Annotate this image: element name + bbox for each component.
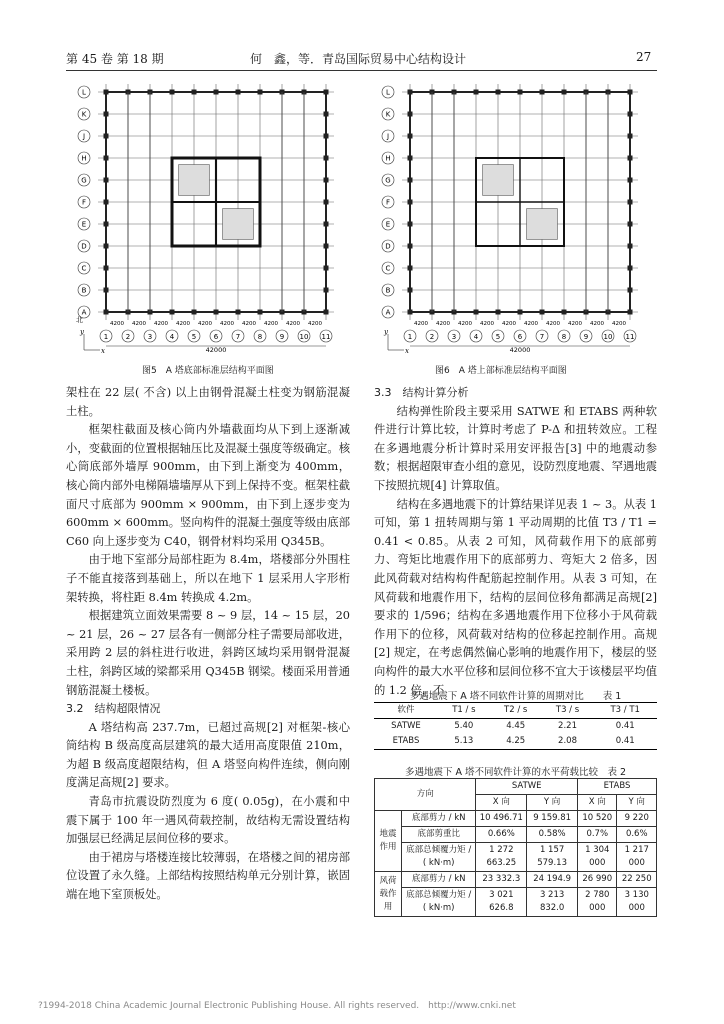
dimension-total: 42000 xyxy=(205,346,227,354)
frame-column xyxy=(408,112,413,117)
x-axis-label: x xyxy=(405,347,409,355)
frame-column xyxy=(408,222,413,227)
dimension-label: 4200 xyxy=(414,321,428,327)
left-column xyxy=(66,384,350,905)
table-row xyxy=(375,872,657,888)
frame-column xyxy=(628,310,633,315)
frame-column xyxy=(628,200,633,205)
grid-letter: A xyxy=(385,308,391,317)
grid-number: 6 xyxy=(517,333,523,341)
frame-column xyxy=(628,266,633,271)
frame-column xyxy=(408,288,413,293)
frame-column xyxy=(408,310,413,315)
frame-column xyxy=(628,222,633,227)
dimension-label: 4200 xyxy=(524,321,538,327)
frame-column xyxy=(562,310,567,315)
grid-letter: E xyxy=(385,220,391,229)
table-row xyxy=(374,734,657,750)
grid-number: 9 xyxy=(583,333,589,341)
grid-letter: L xyxy=(386,88,390,97)
frame-column xyxy=(214,310,219,315)
frame-column xyxy=(104,90,109,95)
frame-column xyxy=(540,310,545,315)
grid-letter: G xyxy=(385,176,391,185)
grid-letter: B xyxy=(385,286,391,295)
table-1 xyxy=(374,702,657,750)
table-cell: 1 217 000 xyxy=(617,843,657,872)
frame-column xyxy=(104,310,109,315)
frame-column xyxy=(324,222,329,227)
table-row xyxy=(375,827,657,843)
header-rule xyxy=(66,70,657,71)
table-cell: 10 520 xyxy=(578,811,617,827)
dimension-label: 4200 xyxy=(546,321,560,327)
stair-shaft xyxy=(223,209,254,240)
paragraph: 青岛市抗震设防烈度为 6 度( 0.05g)，在小震和中震下属于 100 年一遇风荷载控制，故结构无需设置结构加强层已经满足层间位移的要求。 xyxy=(66,795,350,846)
table-cell: 1 272 663.25 xyxy=(476,843,527,872)
table-cell: 0.7% xyxy=(578,827,617,843)
frame-column xyxy=(104,178,109,183)
grid-letter: L xyxy=(82,88,86,97)
table-cell: 5.13 xyxy=(454,736,474,746)
table-cell: 9 220 xyxy=(617,811,657,827)
frame-column xyxy=(236,310,241,315)
table-group-label: 风荷载作用 xyxy=(375,872,402,917)
table-1-block xyxy=(374,686,657,750)
figure-6-plan xyxy=(372,82,657,357)
paragraph: 架柱在 22 层( 不含) 以上由钢骨混凝土柱变为钢筋混凝土柱。 xyxy=(66,386,350,418)
grid-letter: F xyxy=(385,198,391,207)
stair-shaft xyxy=(527,209,558,240)
elevator-shaft xyxy=(483,165,514,196)
x-axis-label: x xyxy=(101,347,105,355)
frame-column xyxy=(104,222,109,227)
frame-column xyxy=(236,90,241,95)
paragraph: 根据建筑立面效果需要 8 ~ 9 层，14 ~ 15 层，20 ~ 21 层，26 ~ 27 层各有一侧部分柱子需要局部收进，采用跨 2 层的斜柱进行收进，斜跨区域均采用钢骨混凝土柱，斜跨区域的梁都采用 Q345B 钢梁。楼面采用普通钢筋混凝土楼板。 xyxy=(66,609,350,697)
grid-number: 8 xyxy=(257,333,263,341)
frame-column xyxy=(104,266,109,271)
frame-column xyxy=(324,178,329,183)
frame-column xyxy=(258,310,263,315)
dimension-label: 4200 xyxy=(502,321,516,327)
dimension-label: 4200 xyxy=(198,321,212,327)
frame-column xyxy=(474,90,479,95)
frame-column xyxy=(408,178,413,183)
dimension-label: 4200 xyxy=(436,321,450,327)
frame-column xyxy=(496,310,501,315)
figure-5-plan xyxy=(66,82,356,357)
frame-column xyxy=(324,288,329,293)
dimension-label: 4200 xyxy=(458,321,472,327)
grid-number: 10 xyxy=(299,333,309,341)
frame-column xyxy=(408,90,413,95)
grid-letter: K xyxy=(385,110,391,119)
paragraph: 由于地下室部分局部柱距为 8.4m，塔楼部分外围柱子不能直接落到基础上，所以在地下 1 层采用人字形桁架转换，将柱距 8.4m 转换成 4.2m。 xyxy=(66,553,350,604)
grid-letter: H xyxy=(385,154,391,163)
table-cell: 3 213 832.0 xyxy=(527,888,578,917)
dimension-label: 4200 xyxy=(132,321,146,327)
table-cell: 2 780 000 xyxy=(578,888,617,917)
grid-number: 3 xyxy=(147,333,153,341)
frame-column xyxy=(474,310,479,315)
table-cell: 4.25 xyxy=(506,736,526,746)
table-cell: 23 332.3 xyxy=(476,872,527,888)
grid-letter: D xyxy=(81,242,87,251)
table-header: T3 / s xyxy=(542,703,594,719)
table-cell: 1 304 000 xyxy=(578,843,617,872)
table-cell: 22 250 xyxy=(617,872,657,888)
paragraph: 结构弹性阶段主要采用 SATWE 和 ETABS 两种软件进行计算比较，计算时考虑了 P-Δ 和扭转效应。工程在多遇地震分析计算时采用安评报告[3] 中的地震动参数；根据超限审查小组的意见，设防烈度地震、罕遇地震下按照抗规[4] 计算取值。 xyxy=(374,404,657,492)
table-cell: 底部剪力 / kN xyxy=(402,811,476,827)
frame-column xyxy=(562,90,567,95)
figure-5 xyxy=(66,82,356,357)
grid-letter: H xyxy=(81,154,87,163)
grid-number: 4 xyxy=(169,333,175,341)
dimension-label: 4200 xyxy=(220,321,234,327)
frame-column xyxy=(408,200,413,205)
frame-column xyxy=(518,310,523,315)
frame-column xyxy=(324,134,329,139)
grid-letter: A xyxy=(81,308,87,317)
dimension-label: 4200 xyxy=(176,321,190,327)
north-label: 北 xyxy=(76,316,83,324)
figure-5-caption: 图5 A 塔底部标准层结构平面图 xyxy=(142,366,274,376)
frame-column xyxy=(324,310,329,315)
table-row xyxy=(374,719,657,735)
grid-letter: J xyxy=(386,132,390,141)
frame-column xyxy=(214,90,219,95)
table-cell: 5.40 xyxy=(454,721,474,731)
dimension-label: 4200 xyxy=(308,321,322,327)
table-header: Y 向 xyxy=(527,795,578,811)
frame-column xyxy=(324,244,329,249)
grid-letter: J xyxy=(82,132,86,141)
figure-6-caption: 图6 A 塔上部标准层结构平面图 xyxy=(435,366,567,376)
table-header: T3 / T1 xyxy=(593,703,657,719)
table-cell: 24 194.9 xyxy=(527,872,578,888)
elevator-shaft xyxy=(179,165,210,196)
paragraph: 结构在多遇地震下的计算结果详见表 1 ~ 3。从表 1 可知，第 1 扭转周期与第 1 平动周期的比值 T3 / T1 = 0.41 < 0.85。从表 2 可知，风荷载作用下的底部剪力、弯矩比地震作用下的底部剪力、弯矩大 2 倍多，因此风荷载对结构构件配筋起控制作用。从表 3 可知，在风荷载和地震作用下，结构的层间位移角都满足高规[2] 要求的 1/596；结构在多遇地震作用下位移小于风荷载作用下的位移，风荷载对结构的位移起控制作用。高规[2] 规定，在考虑偶然偏心影响的地震作用下，楼层的竖向构件的最大水平位移和层间位移不宜大于该楼层平均值的 1.2 倍，不 xyxy=(374,497,657,697)
dimension-label: 4200 xyxy=(568,321,582,327)
section-heading-3-2: 3.2 结构超限情况 xyxy=(66,702,161,716)
page-number: 27 xyxy=(636,50,652,64)
frame-column xyxy=(628,134,633,139)
frame-column xyxy=(104,156,109,161)
frame-column xyxy=(628,156,633,161)
grid-letter: E xyxy=(81,220,87,229)
right-column xyxy=(374,384,657,700)
grid-number: 2 xyxy=(125,333,131,341)
frame-column xyxy=(628,178,633,183)
table-1-caption: 多遇地震下 A 塔不同软件计算的周期对比 表 1 xyxy=(409,691,622,702)
frame-column xyxy=(496,90,501,95)
grid-letter: C xyxy=(81,264,87,273)
table-header: T2 / s xyxy=(490,703,542,719)
grid-number: 9 xyxy=(279,333,285,341)
frame-column xyxy=(540,90,545,95)
table-cell: 0.6% xyxy=(617,827,657,843)
section-heading-3-3: 3.3 结构计算分析 xyxy=(374,386,469,399)
dimension-label: 4200 xyxy=(590,321,604,327)
table-header: 软件 xyxy=(374,703,438,719)
frame-column xyxy=(104,134,109,139)
grid-letter: G xyxy=(81,176,87,185)
grid-number: 1 xyxy=(407,333,413,341)
table-cell: SATWE xyxy=(391,721,421,731)
table-cell: 3 130 000 xyxy=(617,888,657,917)
grid-letter: D xyxy=(385,242,391,251)
table-cell: 0.66% xyxy=(476,827,527,843)
grid-number: 11 xyxy=(625,333,635,341)
frame-column xyxy=(324,112,329,117)
grid-letter: F xyxy=(81,198,87,207)
table-row xyxy=(375,843,657,872)
table-cell: 0.58% xyxy=(527,827,578,843)
grid-number: 10 xyxy=(603,333,613,341)
frame-column xyxy=(628,288,633,293)
paragraph: 由于裙房与塔楼连接比较薄弱，在塔楼之间的裙房部位设置了永久缝。上部结构按照结构单元分别计算，嵌固端在地下室顶板处。 xyxy=(66,850,350,902)
table-cell: 底部剪力 / kN xyxy=(402,872,476,888)
grid-number: 5 xyxy=(495,333,501,341)
frame-column xyxy=(408,266,413,271)
table-header: X 向 xyxy=(476,795,527,811)
dimension-total: 42000 xyxy=(509,346,531,354)
grid-number: 2 xyxy=(429,333,435,341)
dimension-label: 4200 xyxy=(264,321,278,327)
frame-column xyxy=(104,244,109,249)
y-axis-label: y xyxy=(384,328,388,336)
y-axis-label: y xyxy=(80,328,84,336)
paragraph: A 塔结构高 237.7m，已超过高规[2] 对框架-核心筒结构 B 级高度高层建筑的最大适用高度限值 210m，为超 B 级高度超限结构，但 A 塔竖向构件连续，侧向刚度满足高规[2] 要求。 xyxy=(66,720,350,790)
table-cell: 4.45 xyxy=(506,721,526,731)
journal-issue: 第 45 卷 第 18 期 xyxy=(66,52,164,66)
table-cell: 0.41 xyxy=(615,721,635,731)
table-cell: 底部总倾覆力矩 / ( kN·m) xyxy=(402,888,476,917)
frame-column xyxy=(628,90,633,95)
table-row xyxy=(375,811,657,827)
dimension-label: 4200 xyxy=(242,321,256,327)
grid-number: 7 xyxy=(235,333,241,341)
grid-number: 4 xyxy=(473,333,479,341)
frame-column xyxy=(518,90,523,95)
grid-number: 5 xyxy=(191,333,197,341)
frame-column xyxy=(628,244,633,249)
table-cell: 底部总倾覆力矩 / ( kN·m) xyxy=(402,843,476,872)
dimension-label: 4200 xyxy=(286,321,300,327)
table-header: ETABS xyxy=(578,779,657,795)
table-header: X 向 xyxy=(578,795,617,811)
paragraph: 框架柱截面及核心筒内外墙截面均从下到上逐渐减小，变截面的位置根据轴压比及混凝土强度等级确定。核心筒底部外墙厚 900mm，由下到上渐变为 400mm，核心筒内部外电梯隔墙墙厚从下到上保持不变。框架柱截面尺寸底部为 900mm × 900mm，由下到上逐步变为 600mm × 600mm。竖向构件的混凝土强度等级由底部 C60 向上逐步变为 C40，钢骨材料均采用 Q345B。 xyxy=(66,423,350,548)
grid-letter: C xyxy=(385,264,391,273)
grid-number: 6 xyxy=(213,333,219,341)
table-2 xyxy=(374,778,657,917)
table-cell: 26 990 xyxy=(578,872,617,888)
table-header: Y 向 xyxy=(617,795,657,811)
frame-column xyxy=(170,310,175,315)
table-cell: 10 496.71 xyxy=(476,811,527,827)
frame-column xyxy=(628,112,633,117)
running-title: 何 鑫，等．青岛国际贸易中心结构设计 xyxy=(250,52,467,66)
figure-6 xyxy=(372,82,657,357)
dimension-label: 4200 xyxy=(110,321,124,327)
frame-column xyxy=(170,90,175,95)
frame-column xyxy=(408,156,413,161)
table-2-block xyxy=(374,762,657,917)
table-row xyxy=(375,888,657,917)
frame-column xyxy=(104,112,109,117)
frame-column xyxy=(324,90,329,95)
grid-letter: K xyxy=(81,110,87,119)
frame-column xyxy=(258,90,263,95)
table-header: SATWE xyxy=(476,779,578,795)
table-cell: 3 021 626.8 xyxy=(476,888,527,917)
table-cell: 底部剪重比 xyxy=(402,827,476,843)
frame-column xyxy=(324,156,329,161)
grid-number: 8 xyxy=(561,333,567,341)
table-header: T1 / s xyxy=(438,703,490,719)
table-cell: 2.21 xyxy=(558,721,577,731)
table-2-caption: 多遇地震下 A 塔不同软件计算的水平荷载比较 表 2 xyxy=(404,767,627,778)
frame-column xyxy=(104,288,109,293)
frame-column xyxy=(192,90,197,95)
grid-number: 3 xyxy=(451,333,457,341)
table-cell: ETABS xyxy=(392,736,420,746)
frame-column xyxy=(324,266,329,271)
frame-column xyxy=(324,200,329,205)
table-cell: 2.08 xyxy=(558,736,577,746)
frame-column xyxy=(408,244,413,249)
grid-number: 11 xyxy=(321,333,331,341)
dimension-label: 4200 xyxy=(612,321,626,327)
table-cell: 1 157 579.13 xyxy=(527,843,578,872)
table-cell: 9 159.81 xyxy=(527,811,578,827)
frame-column xyxy=(104,200,109,205)
frame-column xyxy=(192,310,197,315)
table-cell: 0.41 xyxy=(615,736,635,746)
dimension-label: 4200 xyxy=(154,321,168,327)
frame-column xyxy=(408,134,413,139)
table-header: 方向 xyxy=(375,779,476,811)
table-group-label: 地震作用 xyxy=(375,811,402,872)
grid-number: 7 xyxy=(539,333,545,341)
copyright-footer: ?1994-2018 China Academic Journal Electronic Publishing House. All rights reserved. http://www.cnki.net xyxy=(38,1001,516,1011)
grid-letter: B xyxy=(81,286,87,295)
grid-number: 1 xyxy=(103,333,109,341)
dimension-label: 4200 xyxy=(480,321,494,327)
